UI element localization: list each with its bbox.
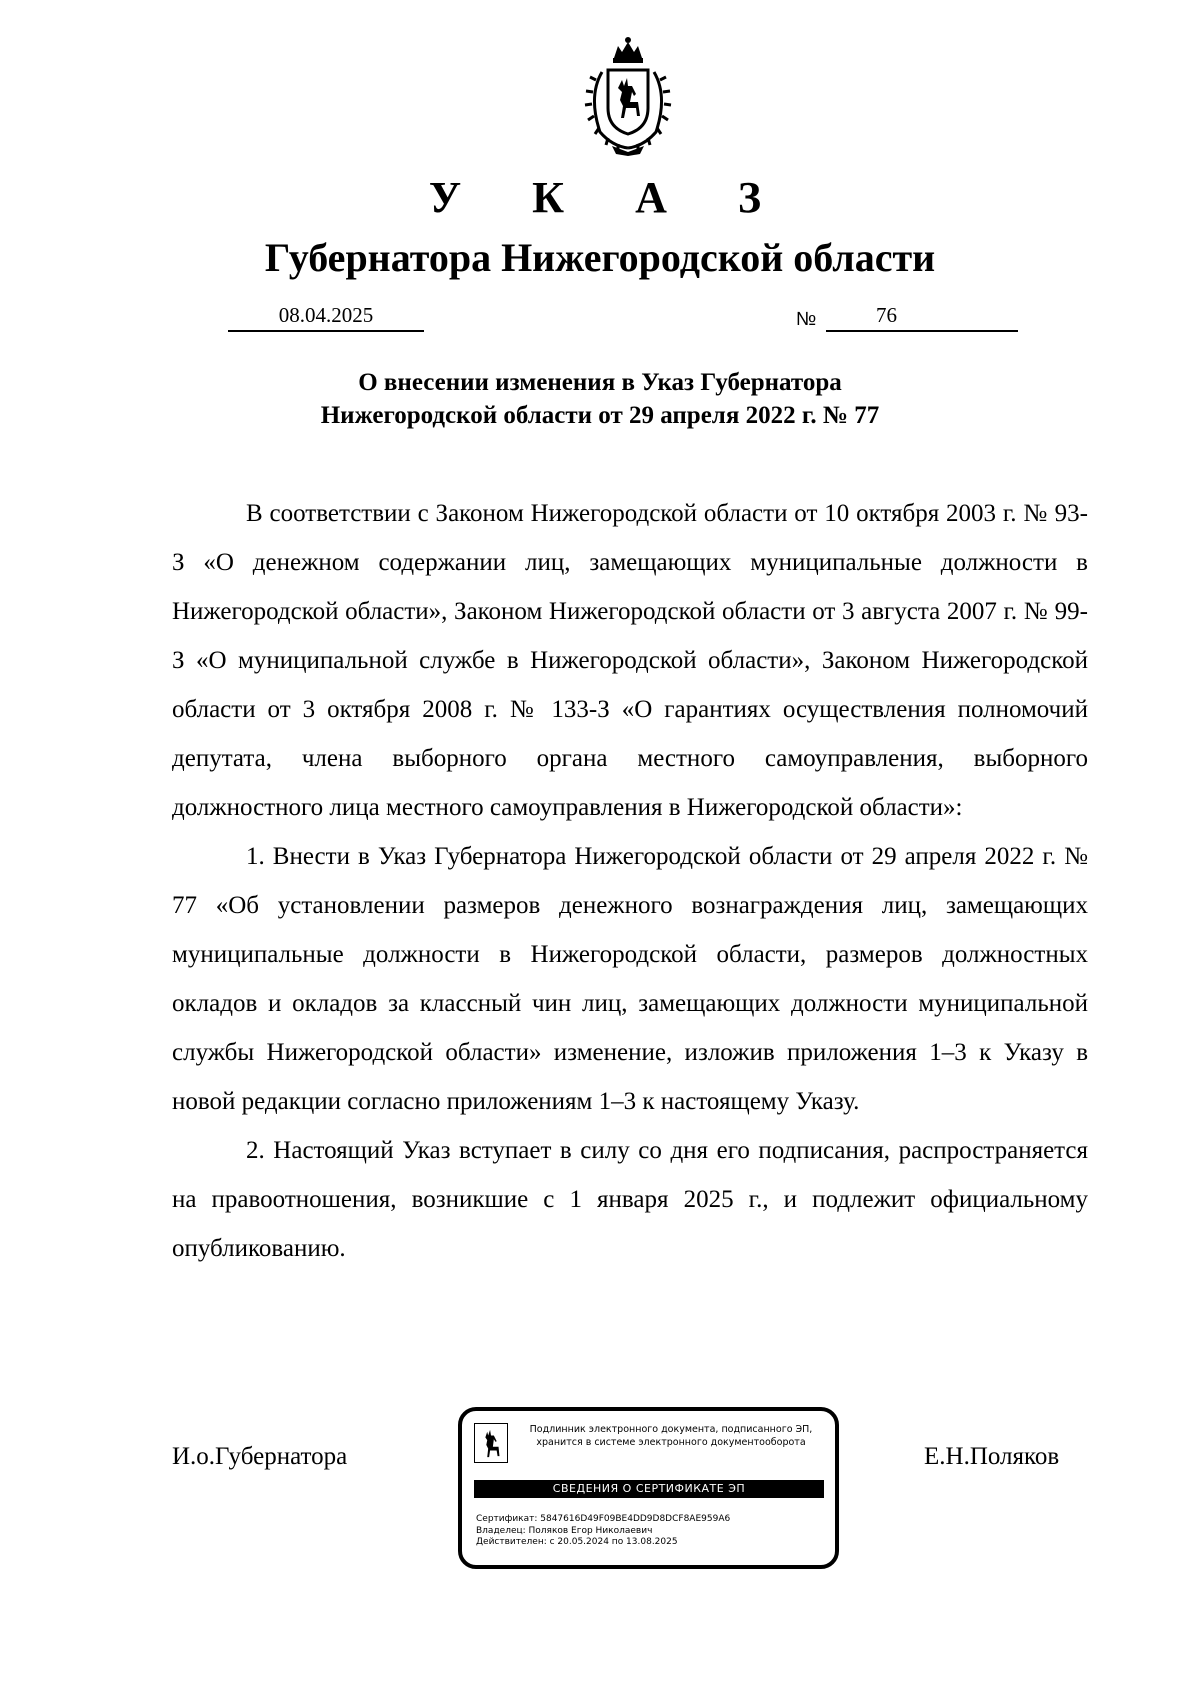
- stamp-original-line-1: Подлинник электронного документа, подписанного ЭП,: [529, 1424, 813, 1435]
- signer-name: Е.Н.Поляков: [924, 1443, 1060, 1470]
- document-number-field: [826, 300, 1018, 332]
- item-1-paragraph: 1. Внести в Указ Губернатора Нижегородской области от 29 апреля 2022 г. № 77 «Об установлении размеров денежного вознаграждения лиц, замещающих муниципальные должности в Нижегородской области, размеров должностных окладов и окладов за классный чин лиц, замещающих должности муниципальной службы Нижегородской области» изменение, изложив приложения 1–3 к Указу в новой редакции согласно приложениям 1–3 к настоящему Указу.: [172, 843, 1088, 1115]
- document-date: 08.04.2025: [228, 300, 424, 332]
- document-subject: [0, 366, 1200, 432]
- stamp-owner: Владелец: Поляков Егор Николаевич: [476, 1525, 653, 1536]
- electronic-signature-stamp: [458, 1407, 839, 1569]
- number-sign: №: [796, 309, 817, 330]
- document-issuer: Губернатора Нижегородской области: [264, 235, 936, 280]
- coat-of-arms-emblem: [566, 36, 690, 156]
- preamble-paragraph: В соответствии с Законом Нижегородской области от 10 октября 2003 г. № 93-З «О денежном содержании лиц, замещающих муниципальные должности в Нижегородской области», Законом Нижегородской области от 3 августа 2007 г. № 99-З «О муниципальной службе в Нижегородской области», Законом Нижегородской области от 3 октября 2008 г. № 133-З «О гарантиях осуществления полномочий депутата, члена выборного органа местного самоуправления, выборного должностного лица местного самоуправления в Нижегородской области»:: [172, 500, 1088, 821]
- deer-logo-icon: [474, 1423, 508, 1463]
- document-type-title: У К А З: [428, 173, 792, 222]
- item-2-paragraph: 2. Настоящий Указ вступает в силу со дня его подписания, распространяется на правоотношения, возникшие с 1 января 2025 г., и подлежит официальному опубликованию.: [172, 1137, 1088, 1262]
- subject-line-2: Нижегородской области от 29 апреля 2022 г. № 77: [320, 402, 880, 429]
- stamp-validity: Действителен: с 20.05.2024 по 13.08.2025: [476, 1537, 678, 1547]
- document-number: 76: [876, 303, 897, 327]
- stamp-certificate-header: СВЕДЕНИЯ О СЕРТИФИКАТЕ ЭП: [474, 1480, 824, 1498]
- document-body: [172, 489, 1088, 1273]
- signer-title: И.о.Губернатора: [172, 1443, 348, 1470]
- stamp-certificate-id: Сертификат: 5847616D49F09BE4DD9D8DCF8AE959A6: [476, 1514, 731, 1524]
- subject-line-1: О внесении изменения в Указ Губернатора: [358, 369, 842, 396]
- stamp-original-line-2: хранится в системе электронного документооборота: [536, 1437, 806, 1448]
- stamp-original-note: [516, 1423, 826, 1449]
- stamp-certificate-details: [476, 1514, 730, 1549]
